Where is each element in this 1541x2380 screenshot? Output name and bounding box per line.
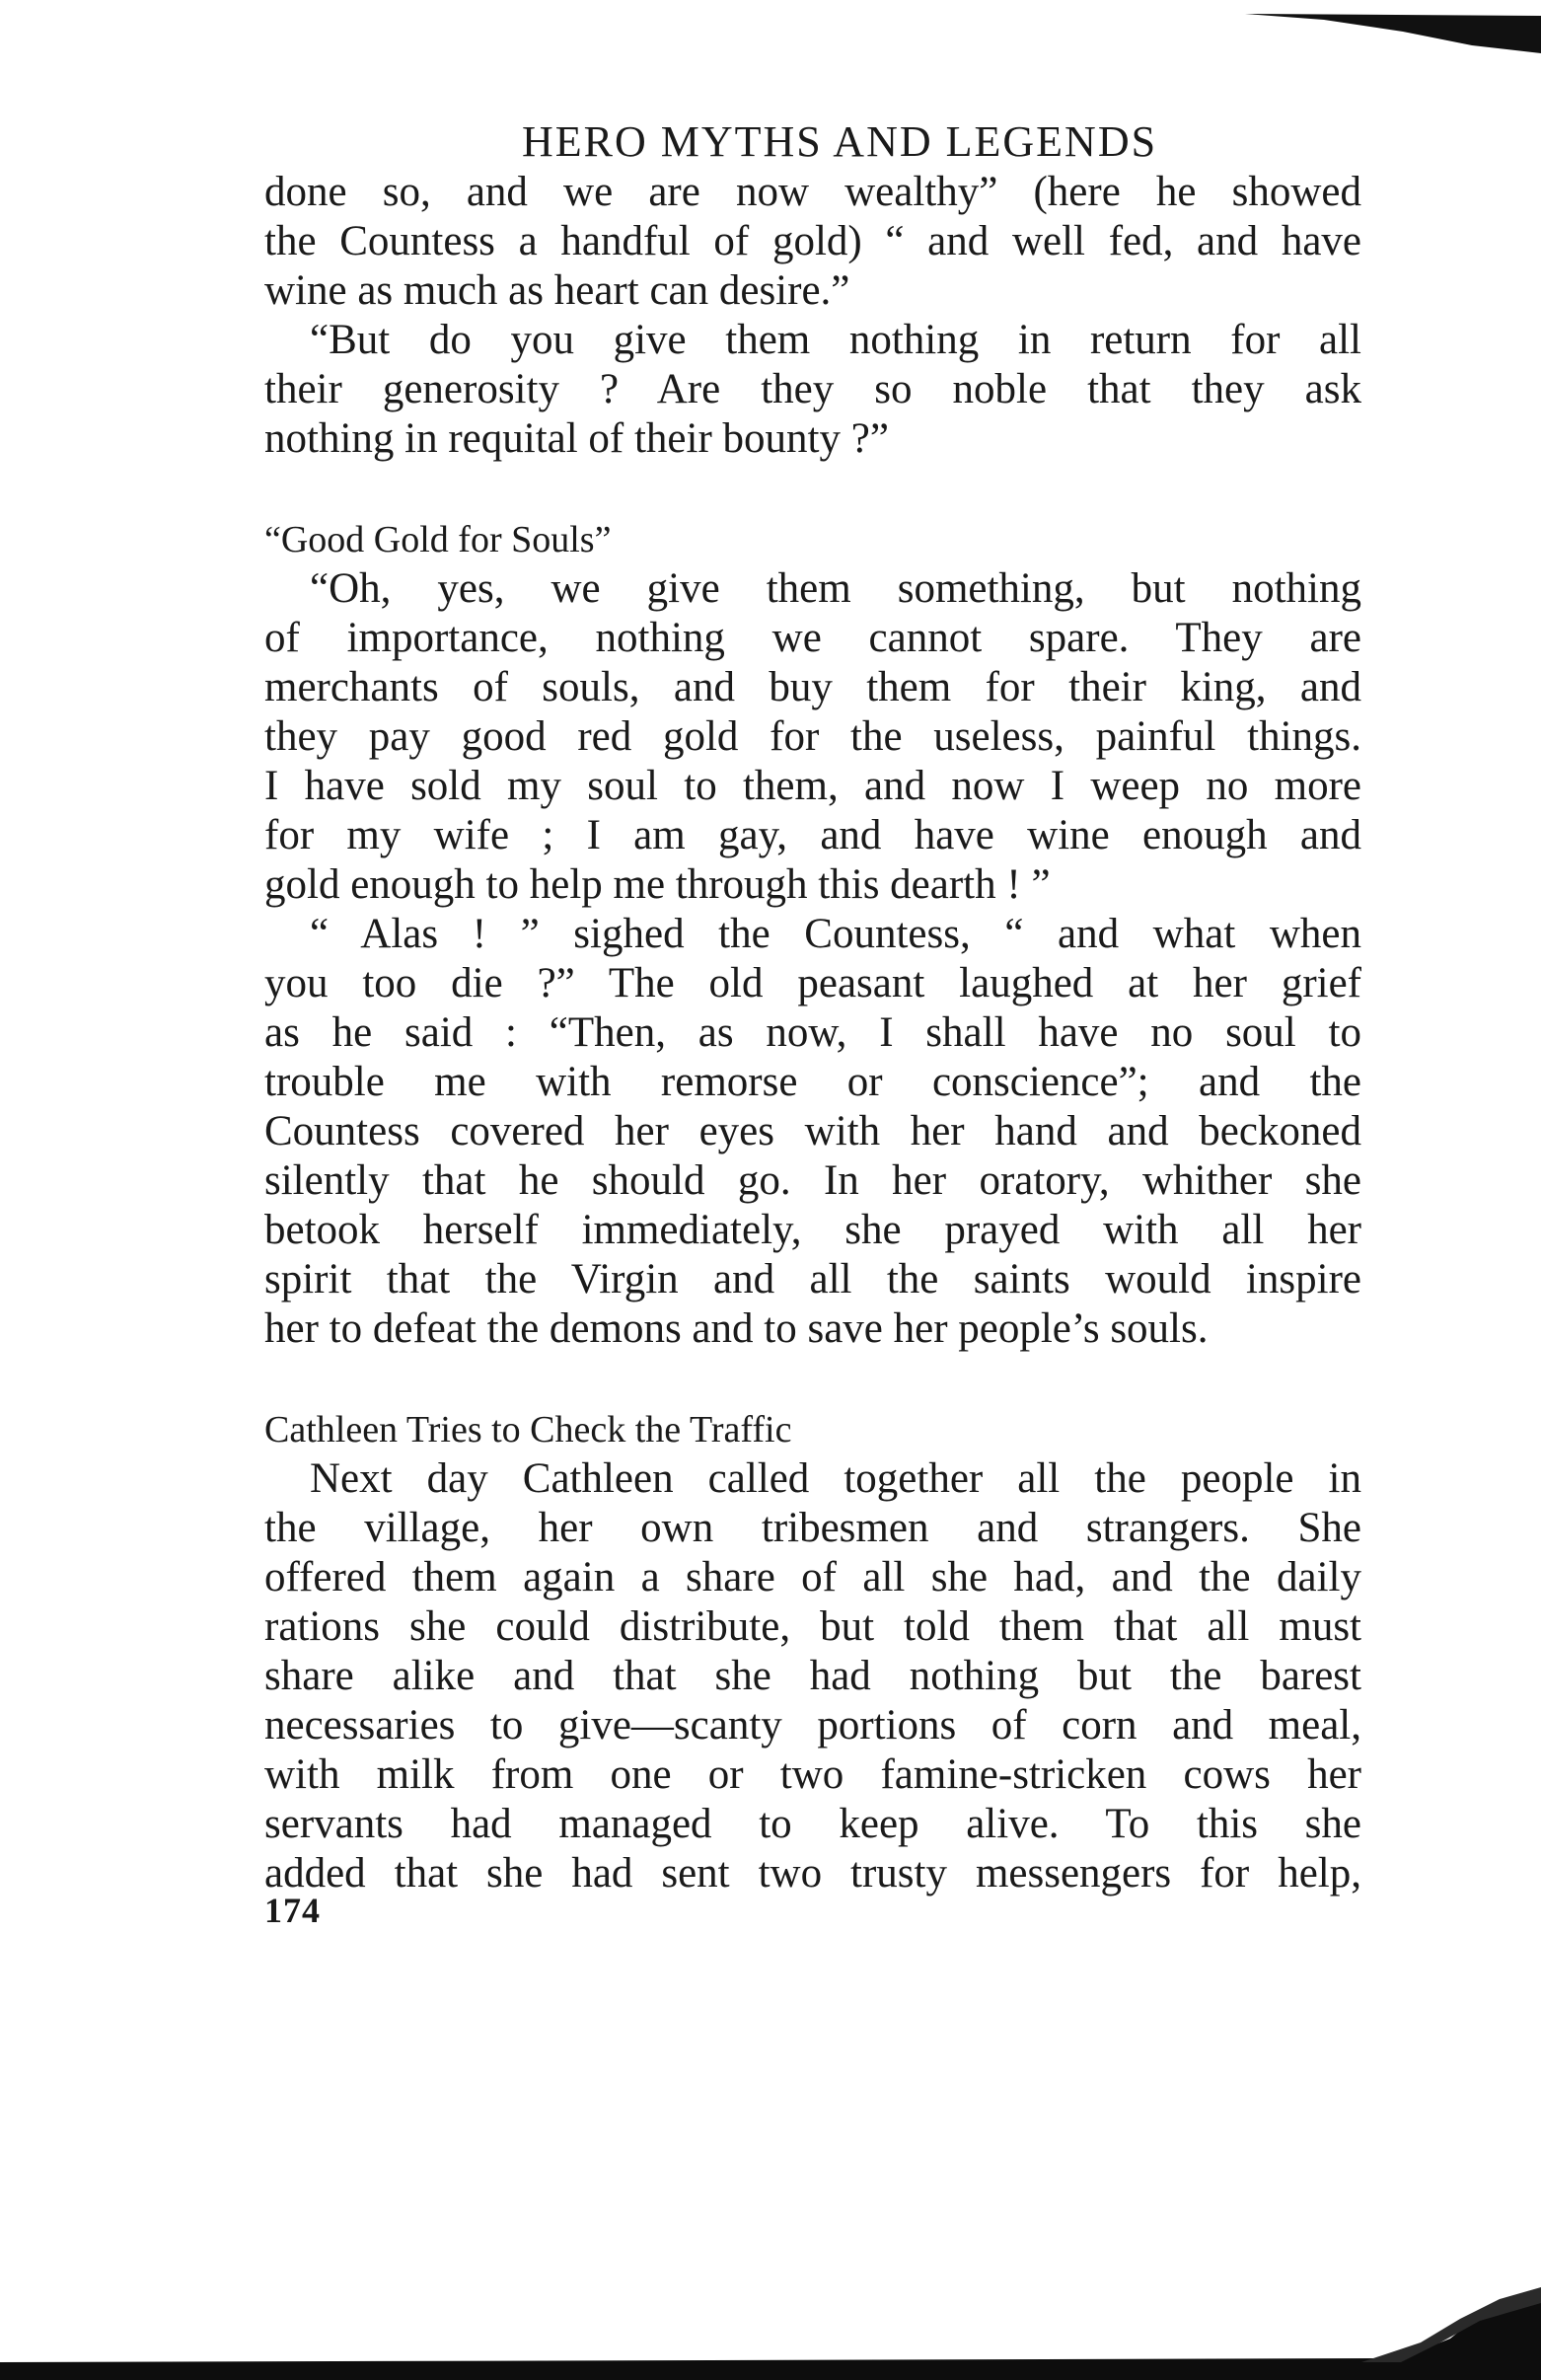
text-line: rations she could distribute, but told them that all must <box>264 1603 1361 1650</box>
scan-edge-shadow-bottom <box>0 2084 1541 2380</box>
text-line: share alike and that she had nothing but the barest <box>264 1653 1361 1699</box>
paragraph-5 <box>264 1454 1361 1898</box>
text-line: merchants of souls, and buy them for their king, and <box>264 664 1361 710</box>
text-line: their generosity ? Are they so noble that they ask <box>264 366 1361 412</box>
section-heading-good-gold-for-souls: “Good Gold for Souls” <box>264 519 612 560</box>
text-line: spirit that the Virgin and all the saints would inspire <box>264 1256 1361 1302</box>
text-line: offered them again a share of all she had, and the daily <box>264 1554 1361 1600</box>
text-line: silently that he should go. In her oratory, whither she <box>264 1157 1361 1204</box>
text-line: wine as much as heart can desire.” <box>264 267 850 314</box>
paragraph-3 <box>264 564 1361 910</box>
text-line: the village, her own tribesmen and strangers. She <box>264 1505 1361 1551</box>
text-line: “ Alas ! ” sighed the Countess, “ and what when <box>310 911 1361 957</box>
text-line: as he said : “Then, as now, I shall have no soul to <box>264 1009 1361 1056</box>
text-line: for my wife ; I am gay, and have wine enough and <box>264 812 1361 858</box>
text-line: trouble me with remorse or conscience”; and the <box>264 1059 1361 1105</box>
text-line: nothing in requital of their bounty ?” <box>264 415 889 462</box>
scan-edge-shadow-top <box>1245 6 1541 57</box>
paragraph-2 <box>264 316 1361 464</box>
text-line: gold enough to help me through this dearth ! ” <box>264 861 1051 908</box>
text-line: Next day Cathleen called together all the people in <box>310 1455 1361 1502</box>
text-line: with milk from one or two famine-stricken cows her <box>264 1751 1361 1798</box>
text-line: necessaries to give—scanty portions of corn and meal, <box>264 1702 1361 1748</box>
page-number: 174 <box>264 1891 321 1930</box>
text-line: added that she had sent two trusty messengers for help, <box>264 1850 1361 1897</box>
text-line: Countess covered her eyes with her hand and beckoned <box>264 1108 1361 1154</box>
text-line: betook herself immediately, she prayed with all her <box>264 1207 1361 1253</box>
text-line: “Oh, yes, we give them something, but nothing <box>310 565 1361 612</box>
paragraph-1 <box>264 168 1361 316</box>
text-line: done so, and we are now wealthy” (here he showed <box>264 169 1361 215</box>
text-line: her to defeat the demons and to save her people’s souls. <box>264 1305 1209 1352</box>
text-line: of importance, nothing we cannot spare. They are <box>264 615 1361 661</box>
text-line: the Countess a handful of gold) “ and well fed, and have <box>264 218 1361 264</box>
body-text <box>264 168 1361 1898</box>
running-head: HERO MYTHS AND LEGENDS <box>521 117 1158 166</box>
section-heading-cathleen-tries: Cathleen Tries to Check the Traffic <box>264 1409 792 1450</box>
text-line: they pay good red gold for the useless, painful things. <box>264 713 1361 760</box>
text-line: servants had managed to keep alive. To this she <box>264 1801 1361 1847</box>
text-line: you too die ?” The old peasant laughed at her grief <box>264 960 1361 1006</box>
paragraph-4 <box>264 910 1361 1354</box>
text-line: I have sold my soul to them, and now I weep no more <box>264 763 1361 809</box>
text-line: “But do you give them nothing in return for all <box>310 317 1361 363</box>
